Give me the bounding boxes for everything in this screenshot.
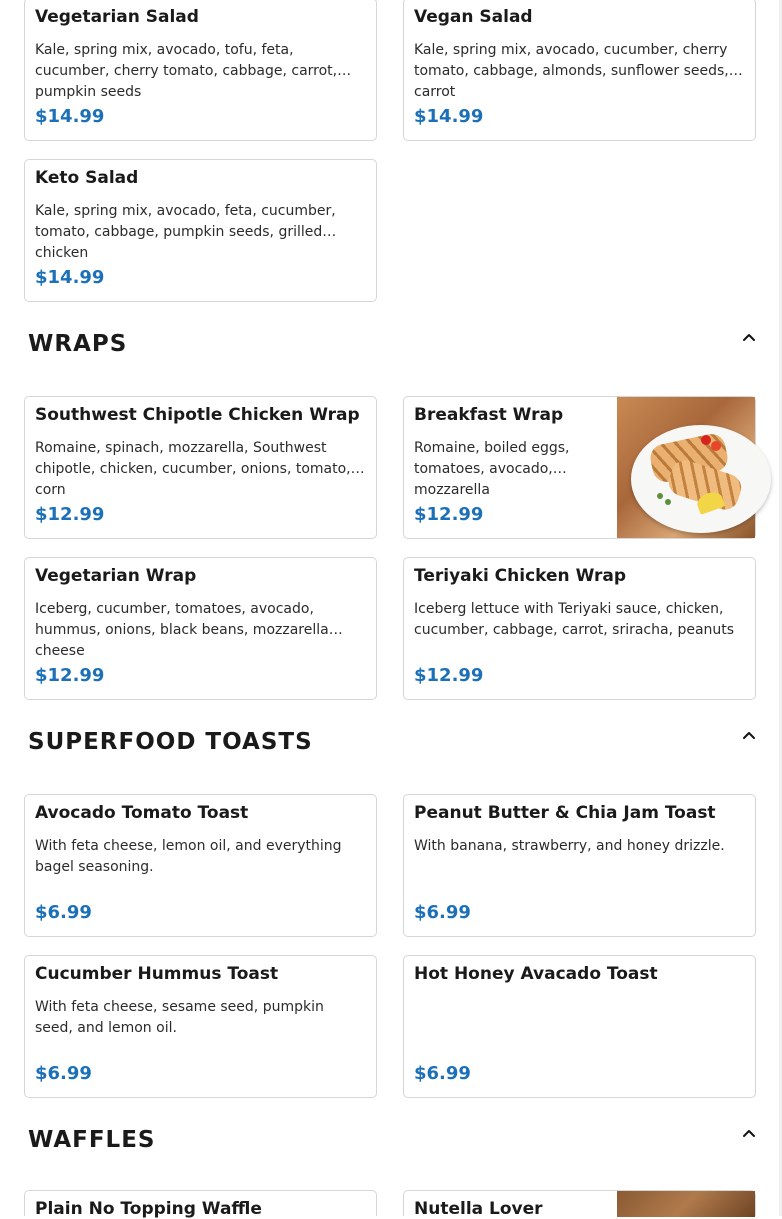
- menu-item-southwest-chipotle-chicken-wrap[interactable]: [24, 396, 377, 539]
- menu-item-vegetarian-wrap[interactable]: [24, 557, 377, 700]
- item-name: Cucumber Hummus Toast: [35, 964, 279, 984]
- item-name: Vegetarian Salad: [35, 7, 199, 27]
- item-name: Breakfast Wrap: [414, 405, 564, 425]
- item-name: Teriyaki Chicken Wrap: [414, 566, 627, 586]
- item-description: Kale, spring mix, avocado, cucumber, cherry tomato, cabbage, almonds, sunflower seeds, carrot: [414, 42, 729, 100]
- menu-item-teriyaki-chicken-wrap[interactable]: [403, 557, 756, 700]
- item-price: $12.99: [414, 504, 484, 525]
- section-title-waffles: WAFFLES: [28, 1127, 156, 1153]
- section-title-superfood-toasts: SUPERFOOD TOASTS: [28, 729, 313, 755]
- menu-item-nutella-lover[interactable]: [403, 1190, 756, 1219]
- item-name: Nutella Lover: [414, 1199, 543, 1219]
- item-name: Hot Honey Avacado Toast: [414, 964, 658, 984]
- item-description: Kale, spring mix, avocado, feta, cucumber, tomato, cabbage, pumpkin seeds, grilled chicken: [35, 203, 336, 261]
- herb-graphic: [665, 499, 671, 505]
- section-title-wraps: WRAPS: [28, 331, 128, 357]
- item-price: $12.99: [414, 665, 484, 686]
- herb-graphic: [657, 493, 663, 499]
- item-price: $14.99: [35, 267, 105, 288]
- menu-item-peanut-butter-chia-jam-toast[interactable]: [403, 794, 756, 937]
- item-price: $14.99: [414, 106, 484, 127]
- menu-item-vegetarian-salad[interactable]: [24, 0, 377, 141]
- nutella-waffle-photo: [617, 1191, 755, 1217]
- menu-item-avocado-tomato-toast[interactable]: [24, 794, 377, 937]
- item-name: Plain No Topping Waffle: [35, 1199, 262, 1219]
- item-description: With feta cheese, lemon oil, and everything bagel seasoning.: [35, 838, 342, 875]
- item-name: Southwest Chipotle Chicken Wrap: [35, 405, 360, 425]
- menu-item-hot-honey-avacado-toast[interactable]: [403, 955, 756, 1098]
- breakfast-wrap-photo: [617, 397, 755, 538]
- item-price: $6.99: [414, 1063, 471, 1084]
- menu-item-plain-no-topping-waffle[interactable]: [24, 1190, 377, 1219]
- item-price: $6.99: [414, 902, 471, 923]
- item-name: Vegan Salad: [414, 7, 533, 27]
- menu-item-vegan-salad[interactable]: [403, 0, 756, 141]
- item-name: Keto Salad: [35, 168, 139, 188]
- item-price: $12.99: [35, 665, 105, 686]
- menu-item-keto-salad[interactable]: [24, 159, 377, 302]
- chevron-up-icon[interactable]: [742, 728, 756, 742]
- item-description: Kale, spring mix, avocado, tofu, feta, cucumber, cherry tomato, cabbage, carrot, pumpkin seeds: [35, 42, 338, 100]
- item-name: Peanut Butter & Chia Jam Toast: [414, 803, 716, 823]
- chevron-up-icon[interactable]: [742, 330, 756, 344]
- item-description: Romaine, boiled eggs, tomatoes, avocado, mozzarella: [414, 440, 570, 498]
- item-description: With banana, strawberry, and honey drizzle.: [414, 838, 725, 854]
- item-price: $14.99: [35, 106, 105, 127]
- tomato-graphic: [701, 435, 711, 445]
- item-name: Vegetarian Wrap: [35, 566, 197, 586]
- item-description: Romaine, spinach, mozzarella, Southwest chipotle, chicken, cucumber, onions, tomato, corn: [35, 440, 351, 498]
- item-price: $12.99: [35, 504, 105, 525]
- item-price: $6.99: [35, 902, 92, 923]
- item-name: Avocado Tomato Toast: [35, 803, 249, 823]
- item-price: $6.99: [35, 1063, 92, 1084]
- menu-item-breakfast-wrap[interactable]: [403, 396, 756, 539]
- item-description: Iceberg lettuce with Teriyaki sauce, chicken, cucumber, cabbage, carrot, sriracha, peanuts: [414, 601, 735, 638]
- menu-item-cucumber-hummus-toast[interactable]: [24, 955, 377, 1098]
- tomato-graphic: [711, 441, 721, 451]
- item-description: With feta cheese, sesame seed, pumpkin seed, and lemon oil.: [35, 999, 324, 1036]
- item-description: Iceberg, cucumber, tomatoes, avocado, hummus, onions, black beans, mozzarella cheese: [35, 601, 329, 659]
- chevron-up-icon[interactable]: [742, 1126, 756, 1140]
